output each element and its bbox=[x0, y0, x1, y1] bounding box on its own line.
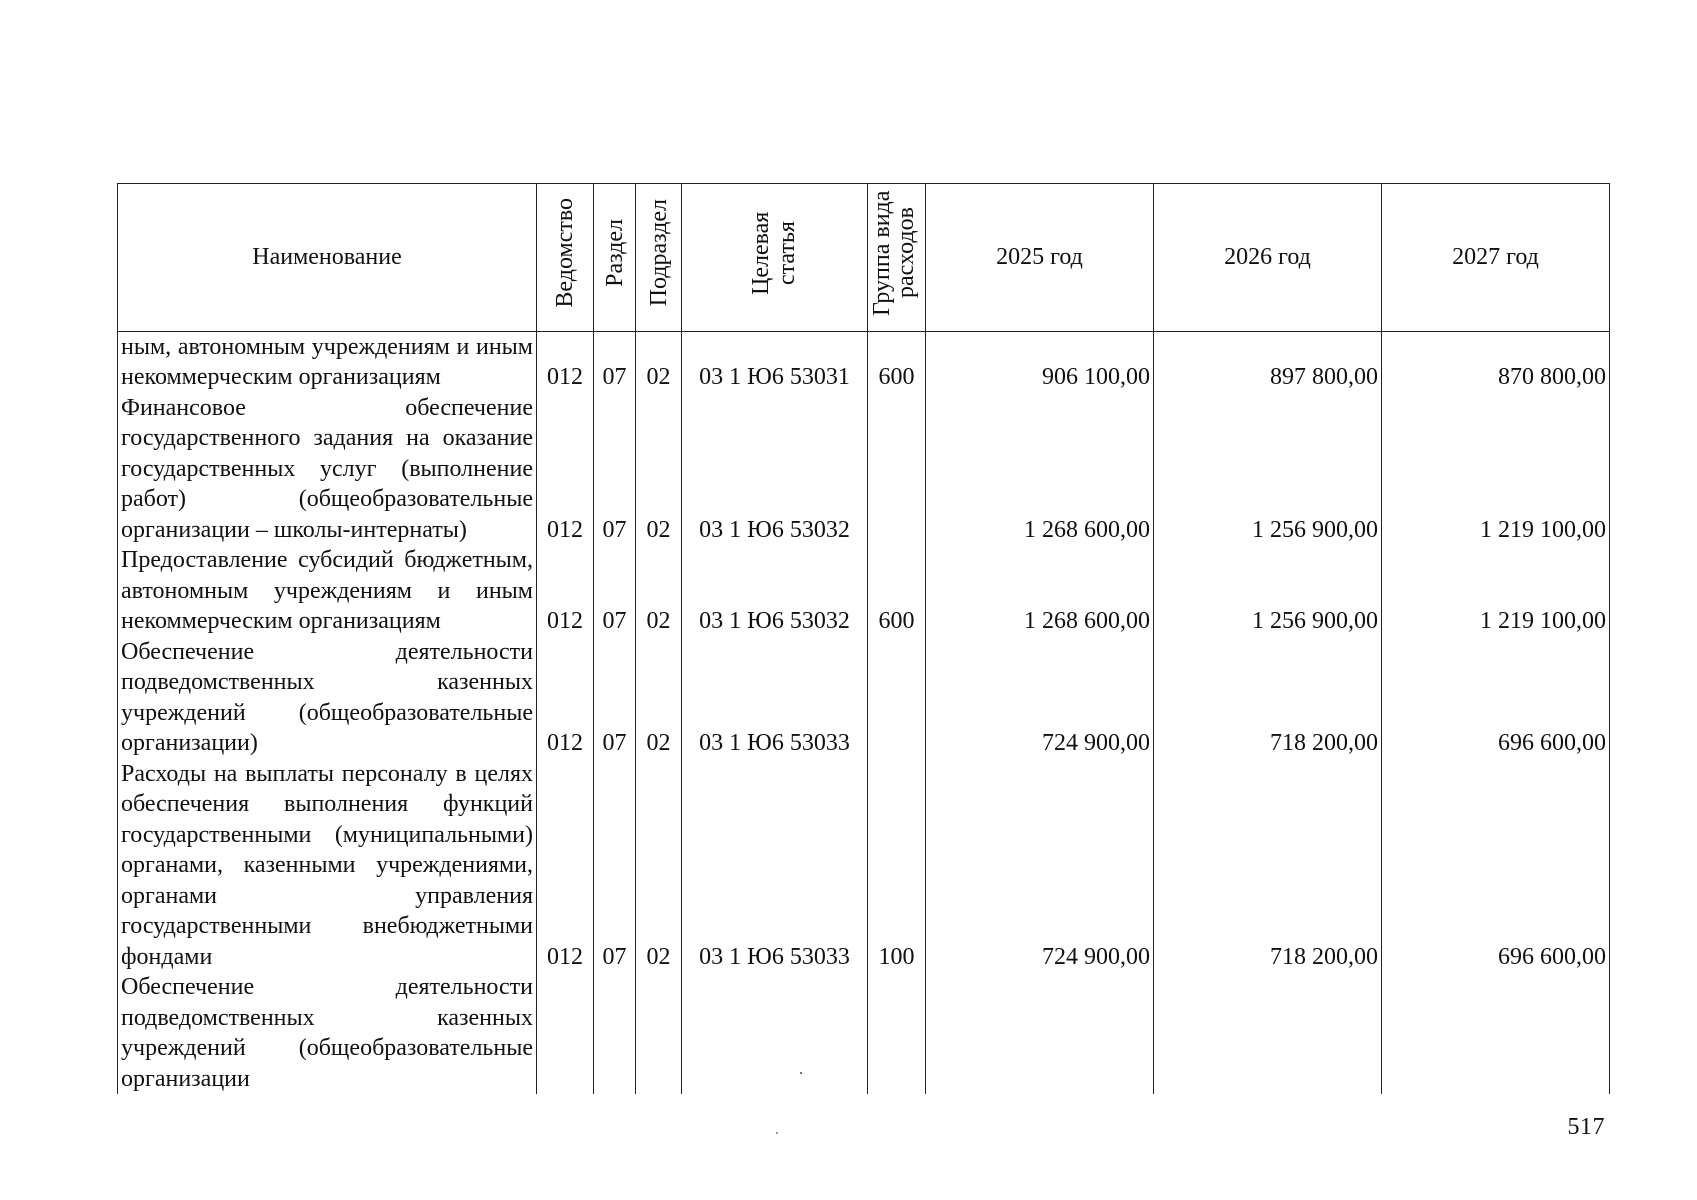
header-2026: 2026 год bbox=[1154, 184, 1382, 332]
table-row bbox=[118, 331, 1610, 393]
row-podrazdel bbox=[636, 972, 682, 1094]
row-vedomstvo: 012 bbox=[537, 393, 594, 546]
row-razdel: 07 bbox=[594, 637, 636, 759]
row-vedomstvo: 012 bbox=[537, 637, 594, 759]
row-2026 bbox=[1154, 972, 1382, 1094]
row-vedomstvo: 012 bbox=[537, 331, 594, 393]
header-podrazdel: Подраздел bbox=[636, 184, 682, 332]
row-name: ным, автономным учреждениям и иным некоммерческим организациям bbox=[118, 331, 537, 393]
header-name: Наименование bbox=[118, 184, 537, 332]
row-podrazdel: 02 bbox=[636, 637, 682, 759]
row-podrazdel: 02 bbox=[636, 759, 682, 973]
row-gruppa bbox=[868, 637, 926, 759]
row-vedomstvo: 012 bbox=[537, 545, 594, 637]
row-podrazdel: 02 bbox=[636, 545, 682, 637]
row-gruppa bbox=[868, 393, 926, 546]
row-2025: 724 900,00 bbox=[926, 759, 1154, 973]
budget-table bbox=[117, 183, 1610, 1094]
scan-speck bbox=[800, 1072, 802, 1074]
row-vedomstvo bbox=[537, 972, 594, 1094]
table-body bbox=[118, 331, 1610, 1094]
row-name: Финансовое обеспечение государственного задания на оказание государственных услуг (выполнение работ) (общеобразовательные организации – школы-интернаты) bbox=[118, 393, 537, 546]
row-podrazdel: 02 bbox=[636, 331, 682, 393]
row-podrazdel: 02 bbox=[636, 393, 682, 546]
row-name: Обеспечение деятельности подведомственных казенных учреждений (общеобразовательные организации bbox=[118, 972, 537, 1094]
row-razdel bbox=[594, 972, 636, 1094]
header-tselevaya: Целевая статья bbox=[682, 184, 868, 332]
row-name: Расходы на выплаты персоналу в целях обеспечения выполнения функций государственными (муниципальными) органами, казенными учреждениями, органами управления государственными внебюджетными фондами bbox=[118, 759, 537, 973]
row-2027: 1 219 100,00 bbox=[1382, 545, 1610, 637]
scan-speck bbox=[776, 1132, 778, 1134]
row-tselevaya: 03 1 Ю6 53032 bbox=[682, 393, 868, 546]
row-2027: 870 800,00 bbox=[1382, 331, 1610, 393]
table-header bbox=[118, 184, 1610, 332]
row-2027: 1 219 100,00 bbox=[1382, 393, 1610, 546]
header-vedomstvo: Ведомство bbox=[537, 184, 594, 332]
table-row bbox=[118, 759, 1610, 973]
table-row bbox=[118, 637, 1610, 759]
row-razdel: 07 bbox=[594, 545, 636, 637]
table-row bbox=[118, 545, 1610, 637]
row-tselevaya: 03 1 Ю6 53033 bbox=[682, 759, 868, 973]
row-gruppa: 600 bbox=[868, 545, 926, 637]
header-gruppa: Группа вида расходов bbox=[868, 184, 926, 332]
row-vedomstvo: 012 bbox=[537, 759, 594, 973]
row-razdel: 07 bbox=[594, 759, 636, 973]
page-number: 517 bbox=[1567, 1114, 1605, 1140]
row-2026: 1 256 900,00 bbox=[1154, 545, 1382, 637]
row-2025: 906 100,00 bbox=[926, 331, 1154, 393]
row-name: Предоставление субсидий бюджетным, автономным учреждениям и иным некоммерческим организациям bbox=[118, 545, 537, 637]
row-name: Обеспечение деятельности подведомственных казенных учреждений (общеобразовательные организации) bbox=[118, 637, 537, 759]
row-tselevaya: 03 1 Ю6 53031 bbox=[682, 331, 868, 393]
row-2026: 897 800,00 bbox=[1154, 331, 1382, 393]
row-tselevaya: 03 1 Ю6 53032 bbox=[682, 545, 868, 637]
row-razdel: 07 bbox=[594, 393, 636, 546]
row-gruppa: 600 bbox=[868, 331, 926, 393]
header-razdel: Раздел bbox=[594, 184, 636, 332]
row-gruppa bbox=[868, 972, 926, 1094]
row-razdel: 07 bbox=[594, 331, 636, 393]
row-tselevaya bbox=[682, 972, 868, 1094]
table-row bbox=[118, 972, 1610, 1094]
row-2025: 1 268 600,00 bbox=[926, 545, 1154, 637]
table-row bbox=[118, 393, 1610, 546]
row-2025: 724 900,00 bbox=[926, 637, 1154, 759]
header-2025: 2025 год bbox=[926, 184, 1154, 332]
row-2027: 696 600,00 bbox=[1382, 637, 1610, 759]
row-2025: 1 268 600,00 bbox=[926, 393, 1154, 546]
row-2026: 1 256 900,00 bbox=[1154, 393, 1382, 546]
row-tselevaya: 03 1 Ю6 53033 bbox=[682, 637, 868, 759]
row-2026: 718 200,00 bbox=[1154, 759, 1382, 973]
row-gruppa: 100 bbox=[868, 759, 926, 973]
row-2026: 718 200,00 bbox=[1154, 637, 1382, 759]
row-2027: 696 600,00 bbox=[1382, 759, 1610, 973]
header-2027: 2027 год bbox=[1382, 184, 1610, 332]
row-2025 bbox=[926, 972, 1154, 1094]
row-2027 bbox=[1382, 972, 1610, 1094]
